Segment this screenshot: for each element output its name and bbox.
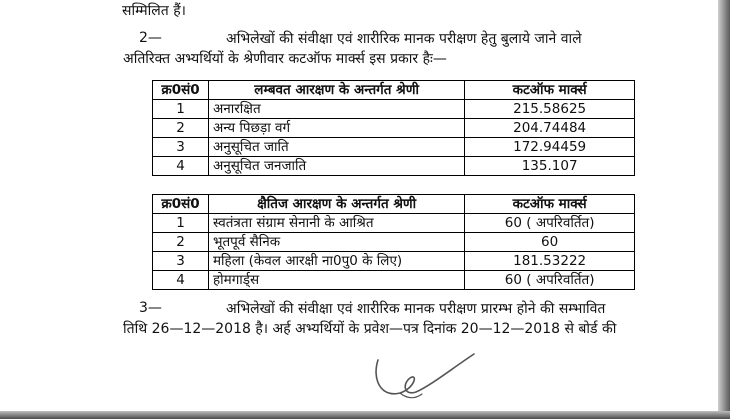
para3-number: 3—	[139, 300, 162, 316]
row-cutoff: 204.74484	[465, 119, 635, 138]
row-cutoff: 215.58625	[465, 100, 635, 119]
row-serial: 4	[153, 157, 209, 176]
header-serial: क्र0सं0	[153, 195, 209, 214]
table-header-row	[153, 81, 635, 100]
row-serial: 2	[153, 119, 209, 138]
para2-line1: अभिलेखों की संवीक्षा एवं शारीरिक मानक परीक्षण हेतु बुलाये जाने वाले	[226, 31, 582, 47]
para3-line1: अभिलेखों की संवीक्षा एवं शारीरिक मानक परीक्षण प्रारम्भ होने की सम्भावित	[226, 301, 606, 317]
row-cutoff: 172.94459	[465, 138, 635, 157]
row-category: होमगार्ड्स	[208, 271, 464, 290]
header-serial: क्र0सं0	[153, 81, 209, 100]
table-row	[153, 119, 635, 138]
table-row	[153, 157, 635, 176]
table-row	[153, 100, 635, 119]
row-serial: 3	[153, 138, 209, 157]
top-line: सम्मिलित हैं।	[122, 3, 186, 19]
row-serial: 2	[153, 233, 209, 252]
para2-number: 2—	[139, 30, 162, 46]
row-category: अनुसूचित जनजाति	[208, 157, 464, 176]
table-row	[153, 271, 635, 290]
row-cutoff: 60	[465, 233, 635, 252]
row-cutoff: 135.107	[465, 157, 635, 176]
header-category: क्षैतिज आरक्षण के अन्तर्गत श्रेणी	[208, 195, 464, 214]
header-cutoff: कटऑफ मार्क्स	[465, 195, 635, 214]
row-cutoff: 60 ( अपरिवर्तित)	[465, 214, 635, 233]
horizontal-reservation-table	[152, 194, 635, 290]
row-serial: 1	[153, 100, 209, 119]
para2-line2: अतिरिक्त अभ्यर्थियों के श्रेणीवार कटऑफ मार्क्स इस प्रकार हैः—	[123, 51, 447, 67]
row-serial: 3	[153, 252, 209, 271]
table-header-row	[153, 195, 635, 214]
page-bottom-shadow	[0, 411, 730, 419]
row-category: अनुसूचित जाति	[208, 138, 464, 157]
row-category: महिला (केवल आरक्षी ना0पु0 के लिए)	[208, 252, 464, 271]
row-serial: 1	[153, 214, 209, 233]
header-category: लम्बवत आरक्षण के अन्तर्गत श्रेणी	[208, 81, 464, 100]
row-cutoff: 181.53222	[465, 252, 635, 271]
row-cutoff: 60 ( अपरिवर्तित)	[465, 271, 635, 290]
page-edge-shadow	[718, 0, 730, 419]
table-row	[153, 214, 635, 233]
vertical-reservation-table	[152, 80, 635, 176]
row-category: स्वतंत्रता संग्राम सेनानी के आश्रित	[208, 214, 464, 233]
table-row	[153, 252, 635, 271]
row-category: अनारक्षित	[208, 100, 464, 119]
row-category: अन्य पिछड़ा वर्ग	[208, 119, 464, 138]
table-row	[153, 138, 635, 157]
table-row	[153, 233, 635, 252]
para3-line2: तिथि 26—12—2018 है। अर्ह अभ्यर्थियों के प्रवेश—पत्र दिनांक 20—12—2018 से बोर्ड की	[123, 321, 617, 337]
row-serial: 4	[153, 271, 209, 290]
signature-icon	[370, 348, 480, 403]
header-cutoff: कटऑफ मार्क्स	[465, 81, 635, 100]
row-category: भूतपूर्व सैनिक	[208, 233, 464, 252]
